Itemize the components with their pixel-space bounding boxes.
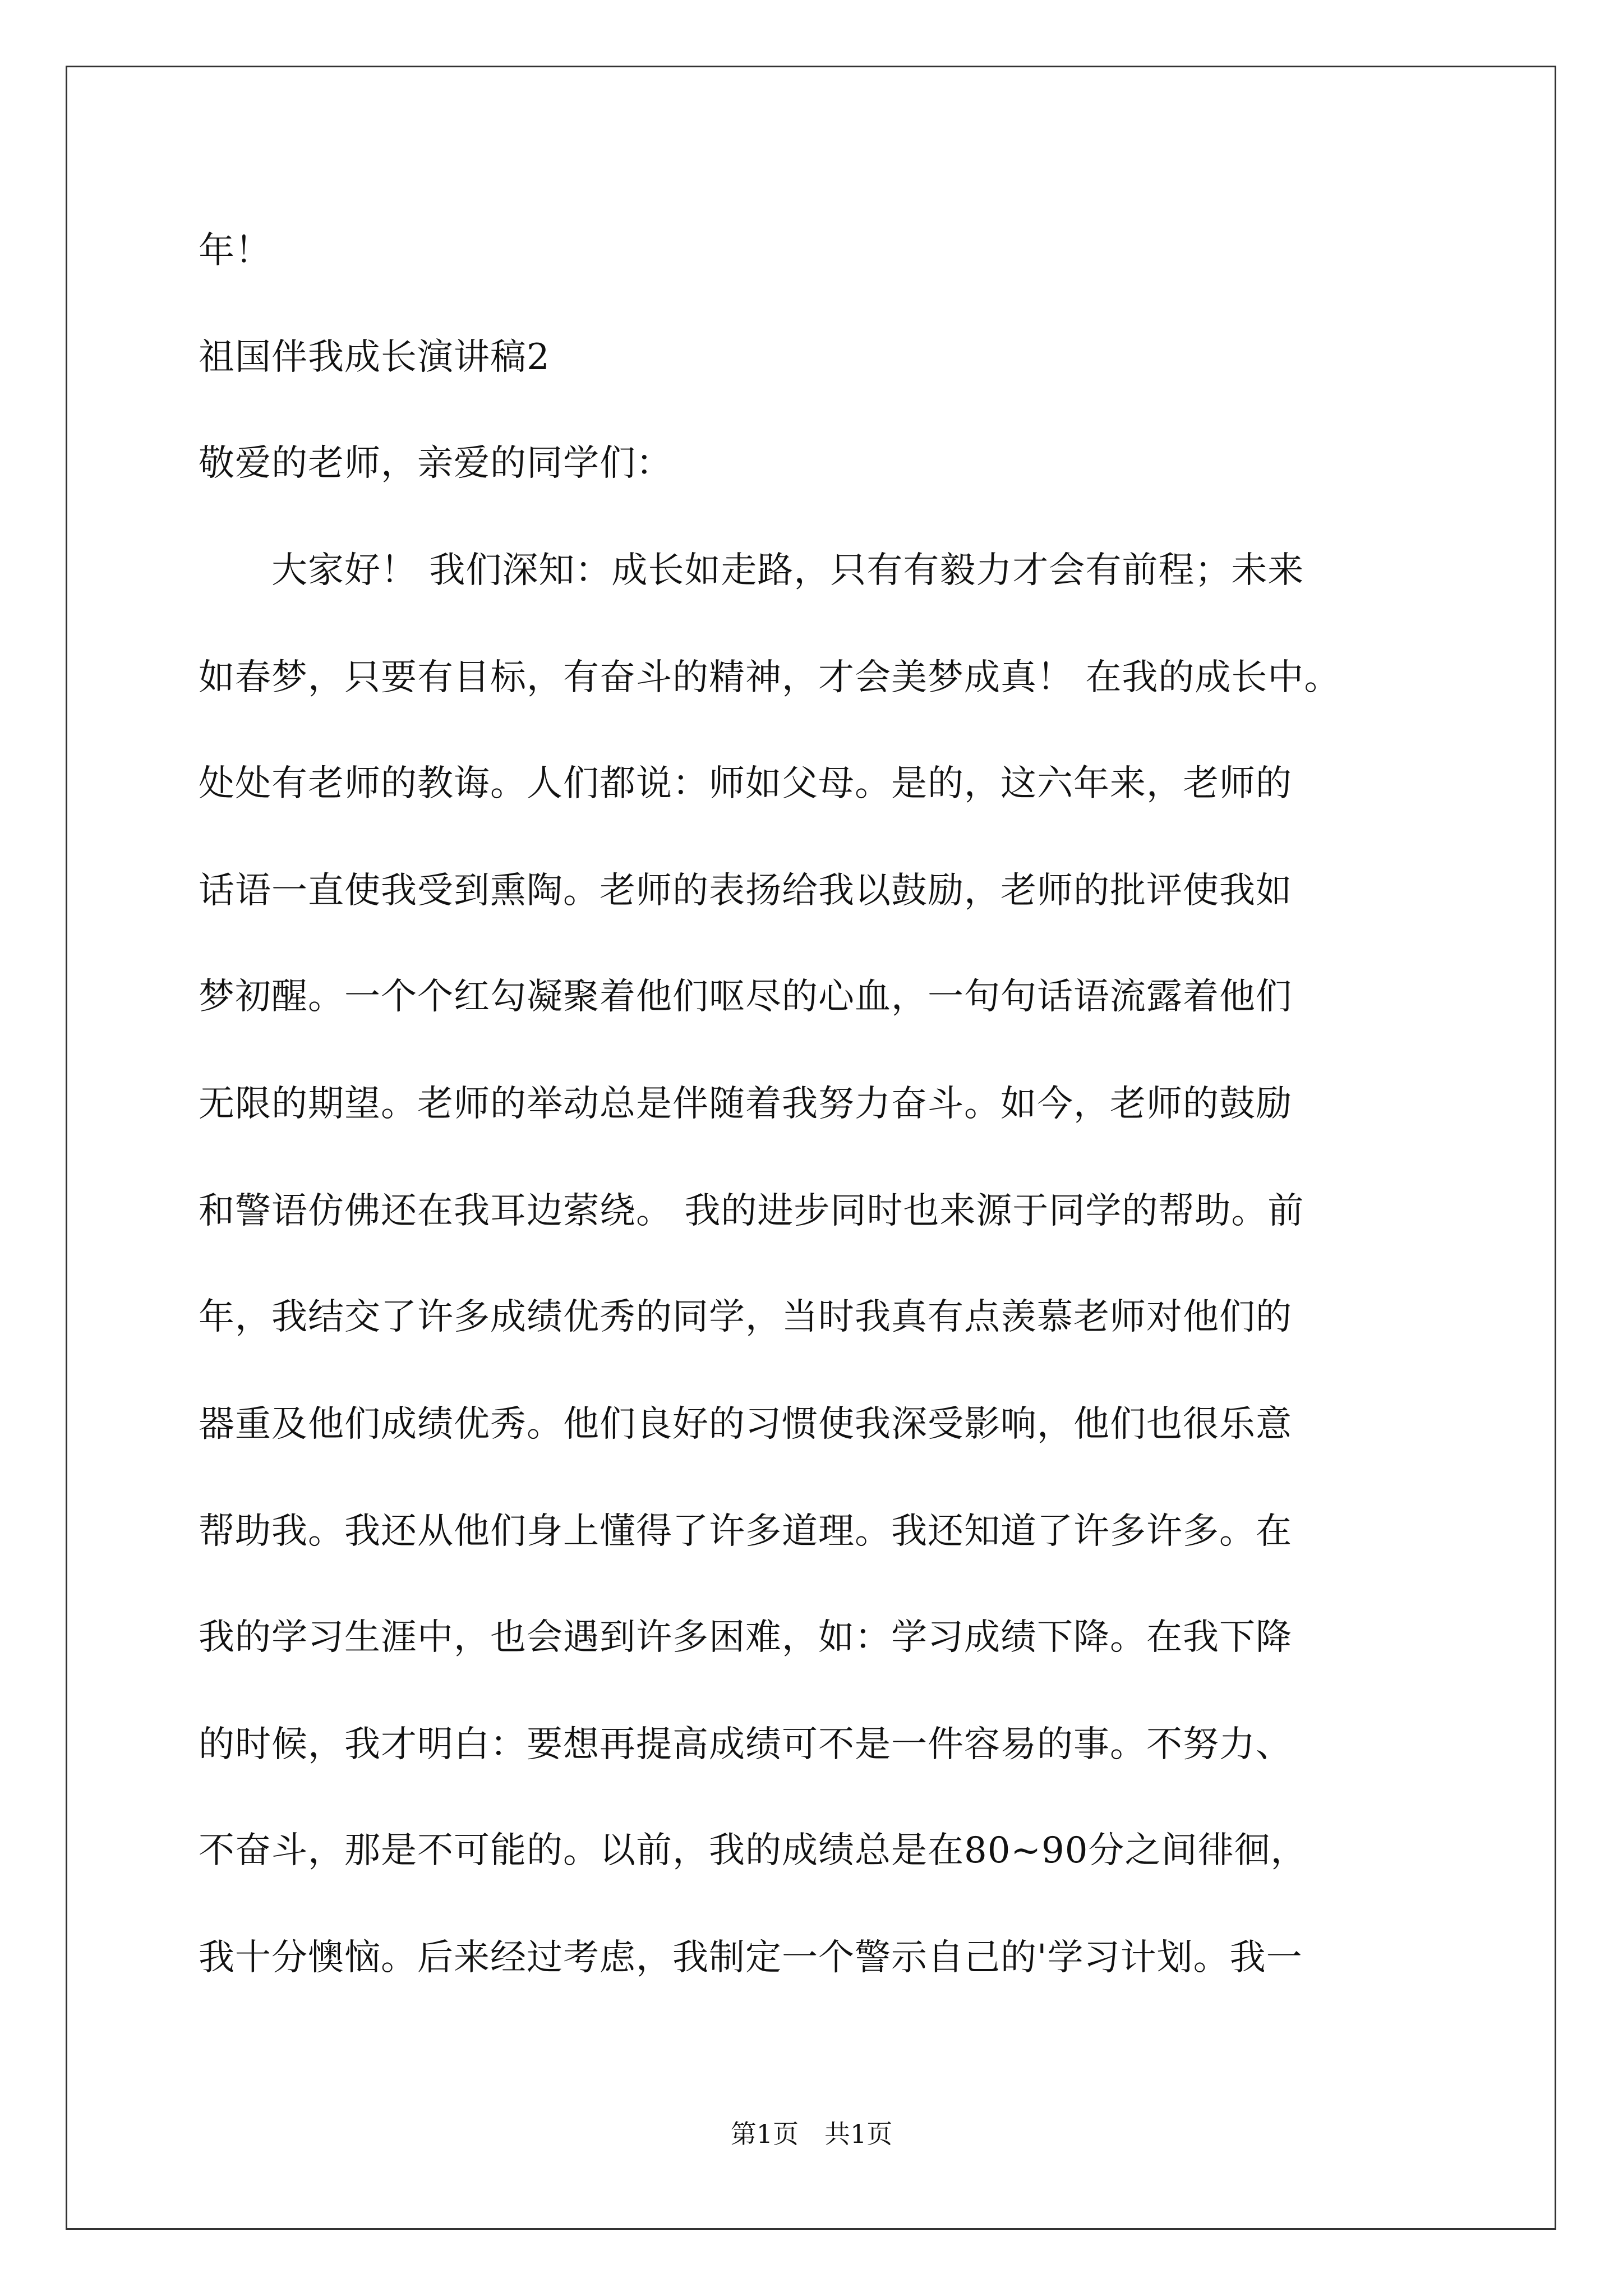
text-line-13: 帮助我。我还从他们身上懂得了许多道理。我还知道了许多许多。在 [199, 1511, 1292, 1552]
text-line-1: 年！ [199, 230, 271, 272]
text-line-17: 我十分懊恼。后来经过考虑，我制定一个警示自己的'学习计划。我一 [199, 1937, 1303, 1978]
text-line-6: 处处有老师的教诲。人们都说：师如父母。是的，这六年来，老师的 [199, 763, 1292, 804]
salutation: 敬爱的老师，亲爱的同学们： [199, 443, 672, 484]
page-border [66, 66, 1556, 2230]
text-line-7: 话语一直使我受到熏陶。老师的表扬给我以鼓励，老师的批评使我如 [199, 870, 1292, 912]
text-line-9: 无限的期望。老师的举动总是伴随着我努力奋斗。如今，老师的鼓励 [199, 1083, 1292, 1125]
text-line-12: 器重及他们成绩优秀。他们良好的习惯使我深受影响，他们也很乐意 [199, 1404, 1292, 1445]
text-line-5: 如春梦，只要有目标，有奋斗的精神，才会美梦成真！ 在我的成长中。 [199, 657, 1341, 698]
text-line-4: 大家好！ 我们深知：成长如走路，只有有毅力才会有前程；未来 [199, 550, 1304, 591]
text-line-8: 梦初醒。一个个红勾凝聚着他们呕尽的心血，一句句话语流露着他们 [199, 976, 1292, 1018]
document-heading: 祖国伴我成长演讲稿2 [199, 337, 550, 378]
text-line-15: 的时候，我才明白：要想再提高成绩可不是一件容易的事。不努力、 [199, 1724, 1292, 1765]
text-line-10: 和警语仿佛还在我耳边萦绕。 我的进步同时也来源于同学的帮助。前 [199, 1190, 1304, 1232]
text-line-14: 我的学习生涯中，也会遇到许多困难，如：学习成绩下降。在我下降 [199, 1617, 1292, 1658]
text-line-11: 年，我结交了许多成绩优秀的同学，当时我真有点羡慕老师对他们的 [199, 1296, 1292, 1338]
page-footer: 第1页 共1页 [730, 2119, 893, 2149]
text-line-16: 不奋斗，那是不可能的。以前，我的成绩总是在80~90分之间徘徊， [199, 1830, 1307, 1871]
